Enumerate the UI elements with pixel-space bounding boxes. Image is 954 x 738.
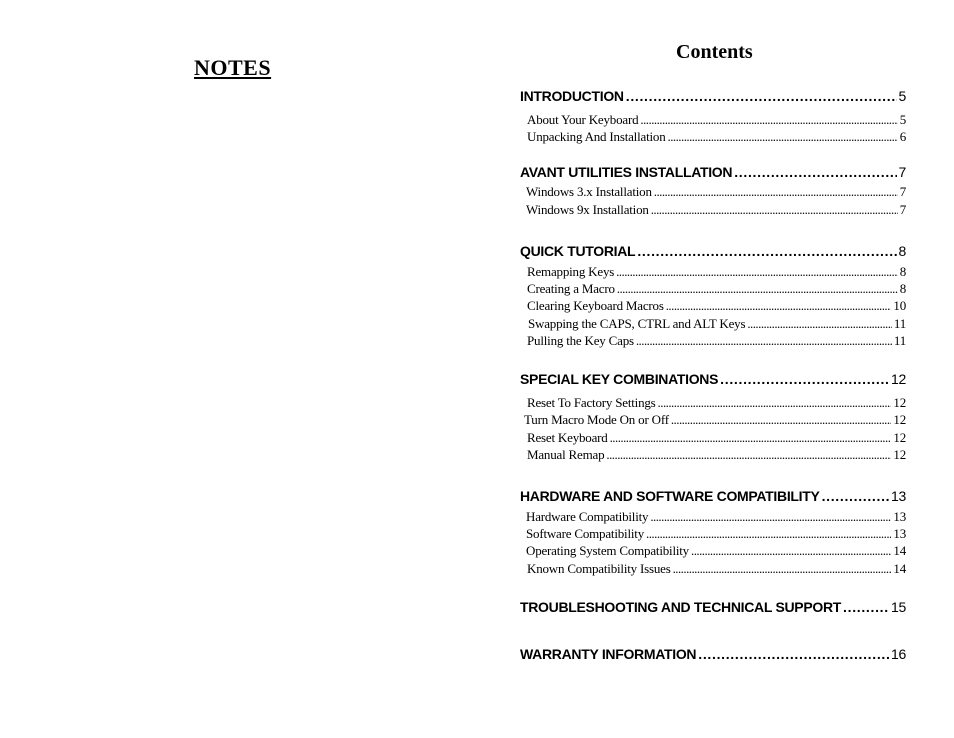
toc-entry-label: Pulling the Key Caps [527,333,634,348]
toc-entry-label: Software Compatibility [526,526,645,541]
toc-section-row[interactable] [520,599,906,615]
toc-entry-page: 14 [893,543,906,558]
toc-leader-dots [843,599,889,615]
toc-entry-label: Hardware Compatibility [526,509,649,524]
toc-section-row[interactable] [520,243,906,259]
toc-entry-row[interactable] [526,526,906,542]
toc-entry-label: Windows 3.x Installation [526,184,652,199]
toc-leader-dots [666,298,892,314]
toc-section-title: WARRANTY INFORMATION [520,646,697,662]
toc-section-row[interactable] [520,646,906,662]
toc-section-title: QUICK TUTORIAL [520,243,636,259]
toc-section-page: 13 [891,488,906,504]
toc-leader-dots [636,333,892,349]
toc-entry-row[interactable] [527,281,906,297]
toc-entry-label: Reset Keyboard [527,430,608,445]
toc-entry-page: 12 [893,412,906,427]
toc-section-title: INTRODUCTION [520,88,624,104]
toc-entry-row[interactable] [524,412,906,428]
toc-entry-page: 14 [893,561,906,576]
toc-entry-row[interactable] [527,561,906,577]
toc-entry-row[interactable] [526,202,906,218]
toc-entry-page: 8 [899,281,906,296]
toc-entry-row[interactable] [527,430,906,446]
toc-entry-page: 5 [899,112,906,127]
toc-entry-label: Creating a Macro [527,281,615,296]
toc-section-row[interactable] [520,88,906,104]
toc-section-page: 16 [891,646,906,662]
toc-entry-page: 7 [899,202,906,217]
toc-entry-row[interactable] [527,298,906,314]
toc-entry-row[interactable] [526,509,906,525]
toc-leader-dots [606,447,891,463]
toc-leader-dots [626,88,897,104]
toc-entry-page: 13 [893,509,906,524]
toc-section-page: 12 [891,371,906,387]
toc-section-title: AVANT UTILITIES INSTALLATION [520,164,733,180]
toc-leader-dots [640,112,897,128]
toc-entry-row[interactable] [526,184,906,200]
toc-entry-page: 12 [893,395,906,410]
toc-entry-row[interactable] [527,395,906,411]
toc-leader-dots [650,509,891,525]
toc-entry-label: Manual Remap [527,447,605,462]
toc-entry-row[interactable] [527,447,906,463]
toc-entry-row[interactable] [526,543,906,559]
toc-leader-dots [654,184,898,200]
toc-entry-label: Remapping Keys [527,264,615,279]
toc-section-page: 7 [898,164,906,180]
toc-entry-row[interactable] [527,112,906,128]
toc-leader-dots [617,281,898,297]
toc-section-page: 5 [898,88,906,104]
toc-leader-dots [747,316,892,332]
toc-leader-dots [658,395,892,411]
toc-leader-dots [720,371,889,387]
toc-entry-label: Windows 9x Installation [526,202,649,217]
toc-section-row[interactable] [520,371,906,387]
toc-entry-label: About Your Keyboard [527,112,639,127]
toc-entry-page: 12 [893,447,906,462]
toc-entry-row[interactable] [528,316,906,332]
toc-leader-dots [822,488,889,504]
toc-leader-dots [610,430,892,446]
toc-entry-label: Operating System Compatibility [526,543,689,558]
toc-leader-dots [734,164,896,180]
toc-entry-page: 10 [893,298,906,313]
toc-entry-page: 11 [893,316,906,331]
toc-entry-page: 8 [899,264,906,279]
toc-entry-label: Unpacking And Installation [527,129,666,144]
toc-section-title: TROUBLESHOOTING AND TECHNICAL SUPPORT [520,599,842,615]
toc-leader-dots [646,526,891,542]
toc-leader-dots [616,264,898,280]
toc-leader-dots [651,202,898,218]
toc-leader-dots [673,561,892,577]
toc-entry-page: 11 [893,333,906,348]
toc-entry-page: 13 [893,526,906,541]
toc-entry-page: 7 [899,184,906,199]
toc-section-page: 8 [898,243,906,259]
toc-entry-label: Reset To Factory Settings [527,395,656,410]
toc-leader-dots [691,543,891,559]
toc-entry-page: 6 [899,129,906,144]
toc-section-row[interactable] [520,488,906,504]
toc-entry-row[interactable] [527,333,906,349]
toc-entry-label: Turn Macro Mode On or Off [524,412,669,427]
toc-section-page: 15 [891,599,906,615]
toc-entry-page: 12 [893,430,906,445]
toc-section-title: HARDWARE AND SOFTWARE COMPATIBILITY [520,488,820,504]
toc-section-row[interactable] [520,164,906,180]
toc-entry-label: Clearing Keyboard Macros [527,298,664,313]
toc-leader-dots [698,646,889,662]
toc-section-title: SPECIAL KEY COMBINATIONS [520,371,719,387]
toc-leader-dots [637,243,896,259]
toc-entry-label: Known Compatibility Issues [527,561,671,576]
toc-entry-row[interactable] [527,129,906,145]
toc-leader-dots [668,129,898,145]
toc-leader-dots [671,412,892,428]
toc-entry-row[interactable] [527,264,906,280]
contents-title: Contents [676,41,753,63]
toc-entry-label: Swapping the CAPS, CTRL and ALT Keys [528,316,746,331]
notes-title: NOTES [194,55,272,80]
